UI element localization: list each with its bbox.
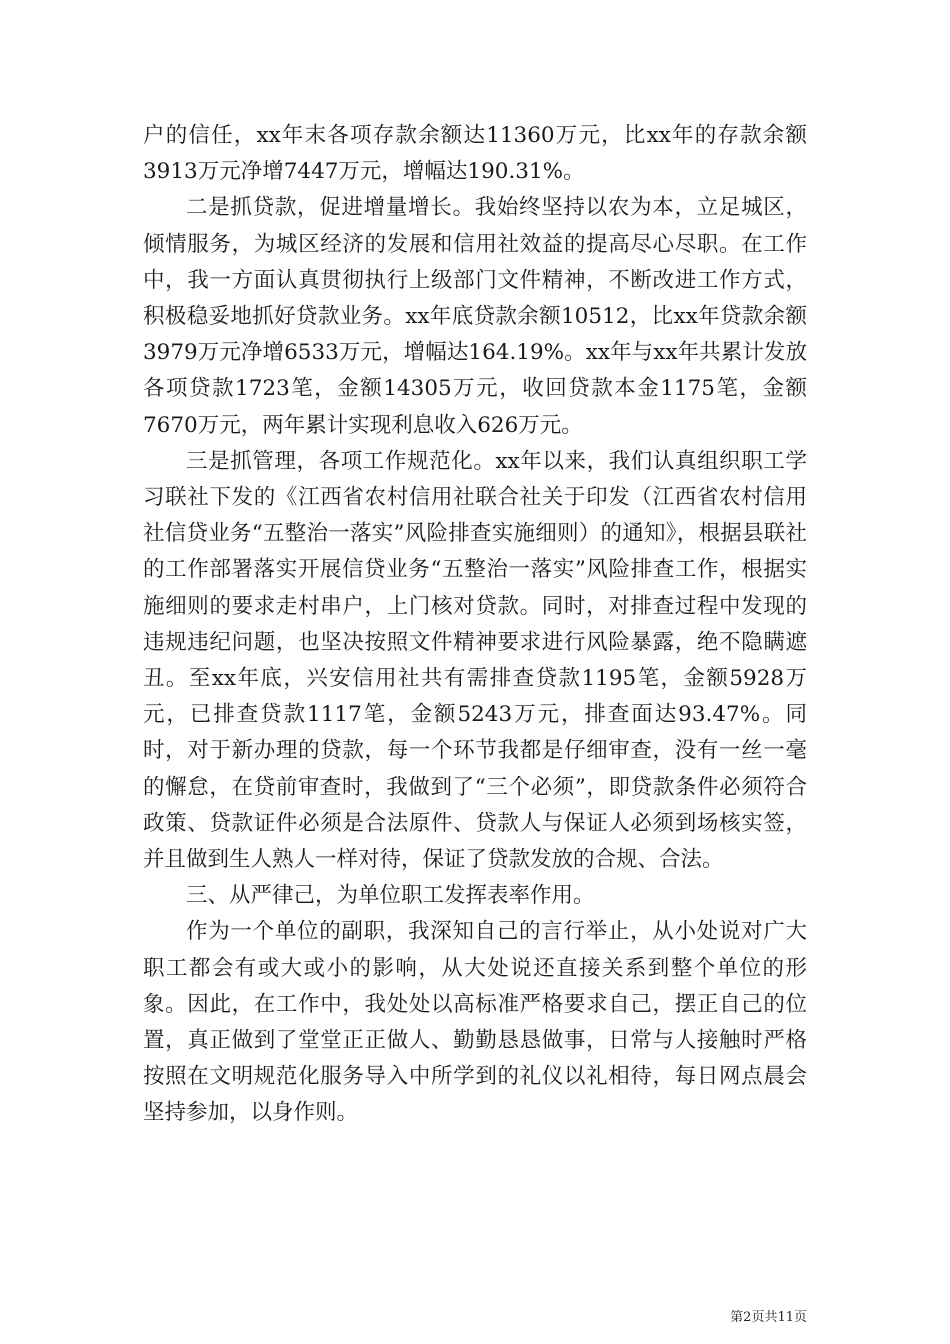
paragraph-self-discipline: 作为一个单位的副职，我深知自己的言行举止，从小处说对广大职工都会有或大或小的影响，从大处说还直接关系到整个单位的形象。因此，在工作中，我处处以高标准严格要求自己，摆正自己的位置，真正做到了堂堂正正做人、勤勤恳恳做事，日常与人接触时严格按照在文明规范化服务导入中所学到的礼仪以礼相待，每日网点晨会坚持参加，以身作则。 <box>143 919 807 1126</box>
paragraph-management: 三是抓管理，各项工作规范化。xx年以来，我们认真组织职工学习联社下发的《江西省农村信用社联合社关于印发（江西省农村信用社信贷业务“五整治一落实”风险排查实施细则）的通知》，根据县联社的工作部署落实开展信贷业务“五整治一落实”风险排查工作，根据实施细则的要求走村串户，上门核对贷款。同时，对排查过程中发现的违规违纪问题，也坚决按照文件精神要求进行风险暴露，绝不隐瞒遮丑。至xx年底，兴安信用社共有需排查贷款1195笔，金额5928万元，已排查贷款1117笔，金额5243万元，排查面达93.47%。同时，对于新办理的贷款，每一个环节我都是仔细审查，没有一丝一毫的懈怠，在贷前审查时，我做到了“三个必须”，即贷款条件必须符合政策、贷款证件必须是合法原件、贷款人与保证人必须到场核实签，并且做到生人熟人一样对待，保证了贷款发放的合规、合法。 <box>143 448 807 873</box>
section-heading-self-discipline: 三、从严律己，为单位职工发挥表率作用。 <box>186 883 595 909</box>
document-body <box>143 118 807 1132</box>
paragraph-deposit-continuation: 户的信任，xx年末各项存款余额达11360万元，比xx年的存款余额3913万元净增7447万元，增幅达190.31%。 <box>143 123 807 185</box>
paragraph-loans: 二是抓贷款，促进增量增长。我始终坚持以农为本，立足城区，倾情服务，为城区经济的发展和信用社效益的提高尽心尽职。在工作中，我一方面认真贯彻执行上级部门文件精神，不断改进工作方式，积极稳妥地抓好贷款业务。xx年底贷款余额10512，比xx年贷款余额3979万元净增6533万元，增幅达164.19%。xx年与xx年共累计发放各项贷款1723笔，金额14305万元，收回贷款本金1175笔，金额7670万元，两年累计实现利息收入626万元。 <box>143 195 807 438</box>
page-number-footer: 第2页共11页 <box>730 1310 807 1325</box>
